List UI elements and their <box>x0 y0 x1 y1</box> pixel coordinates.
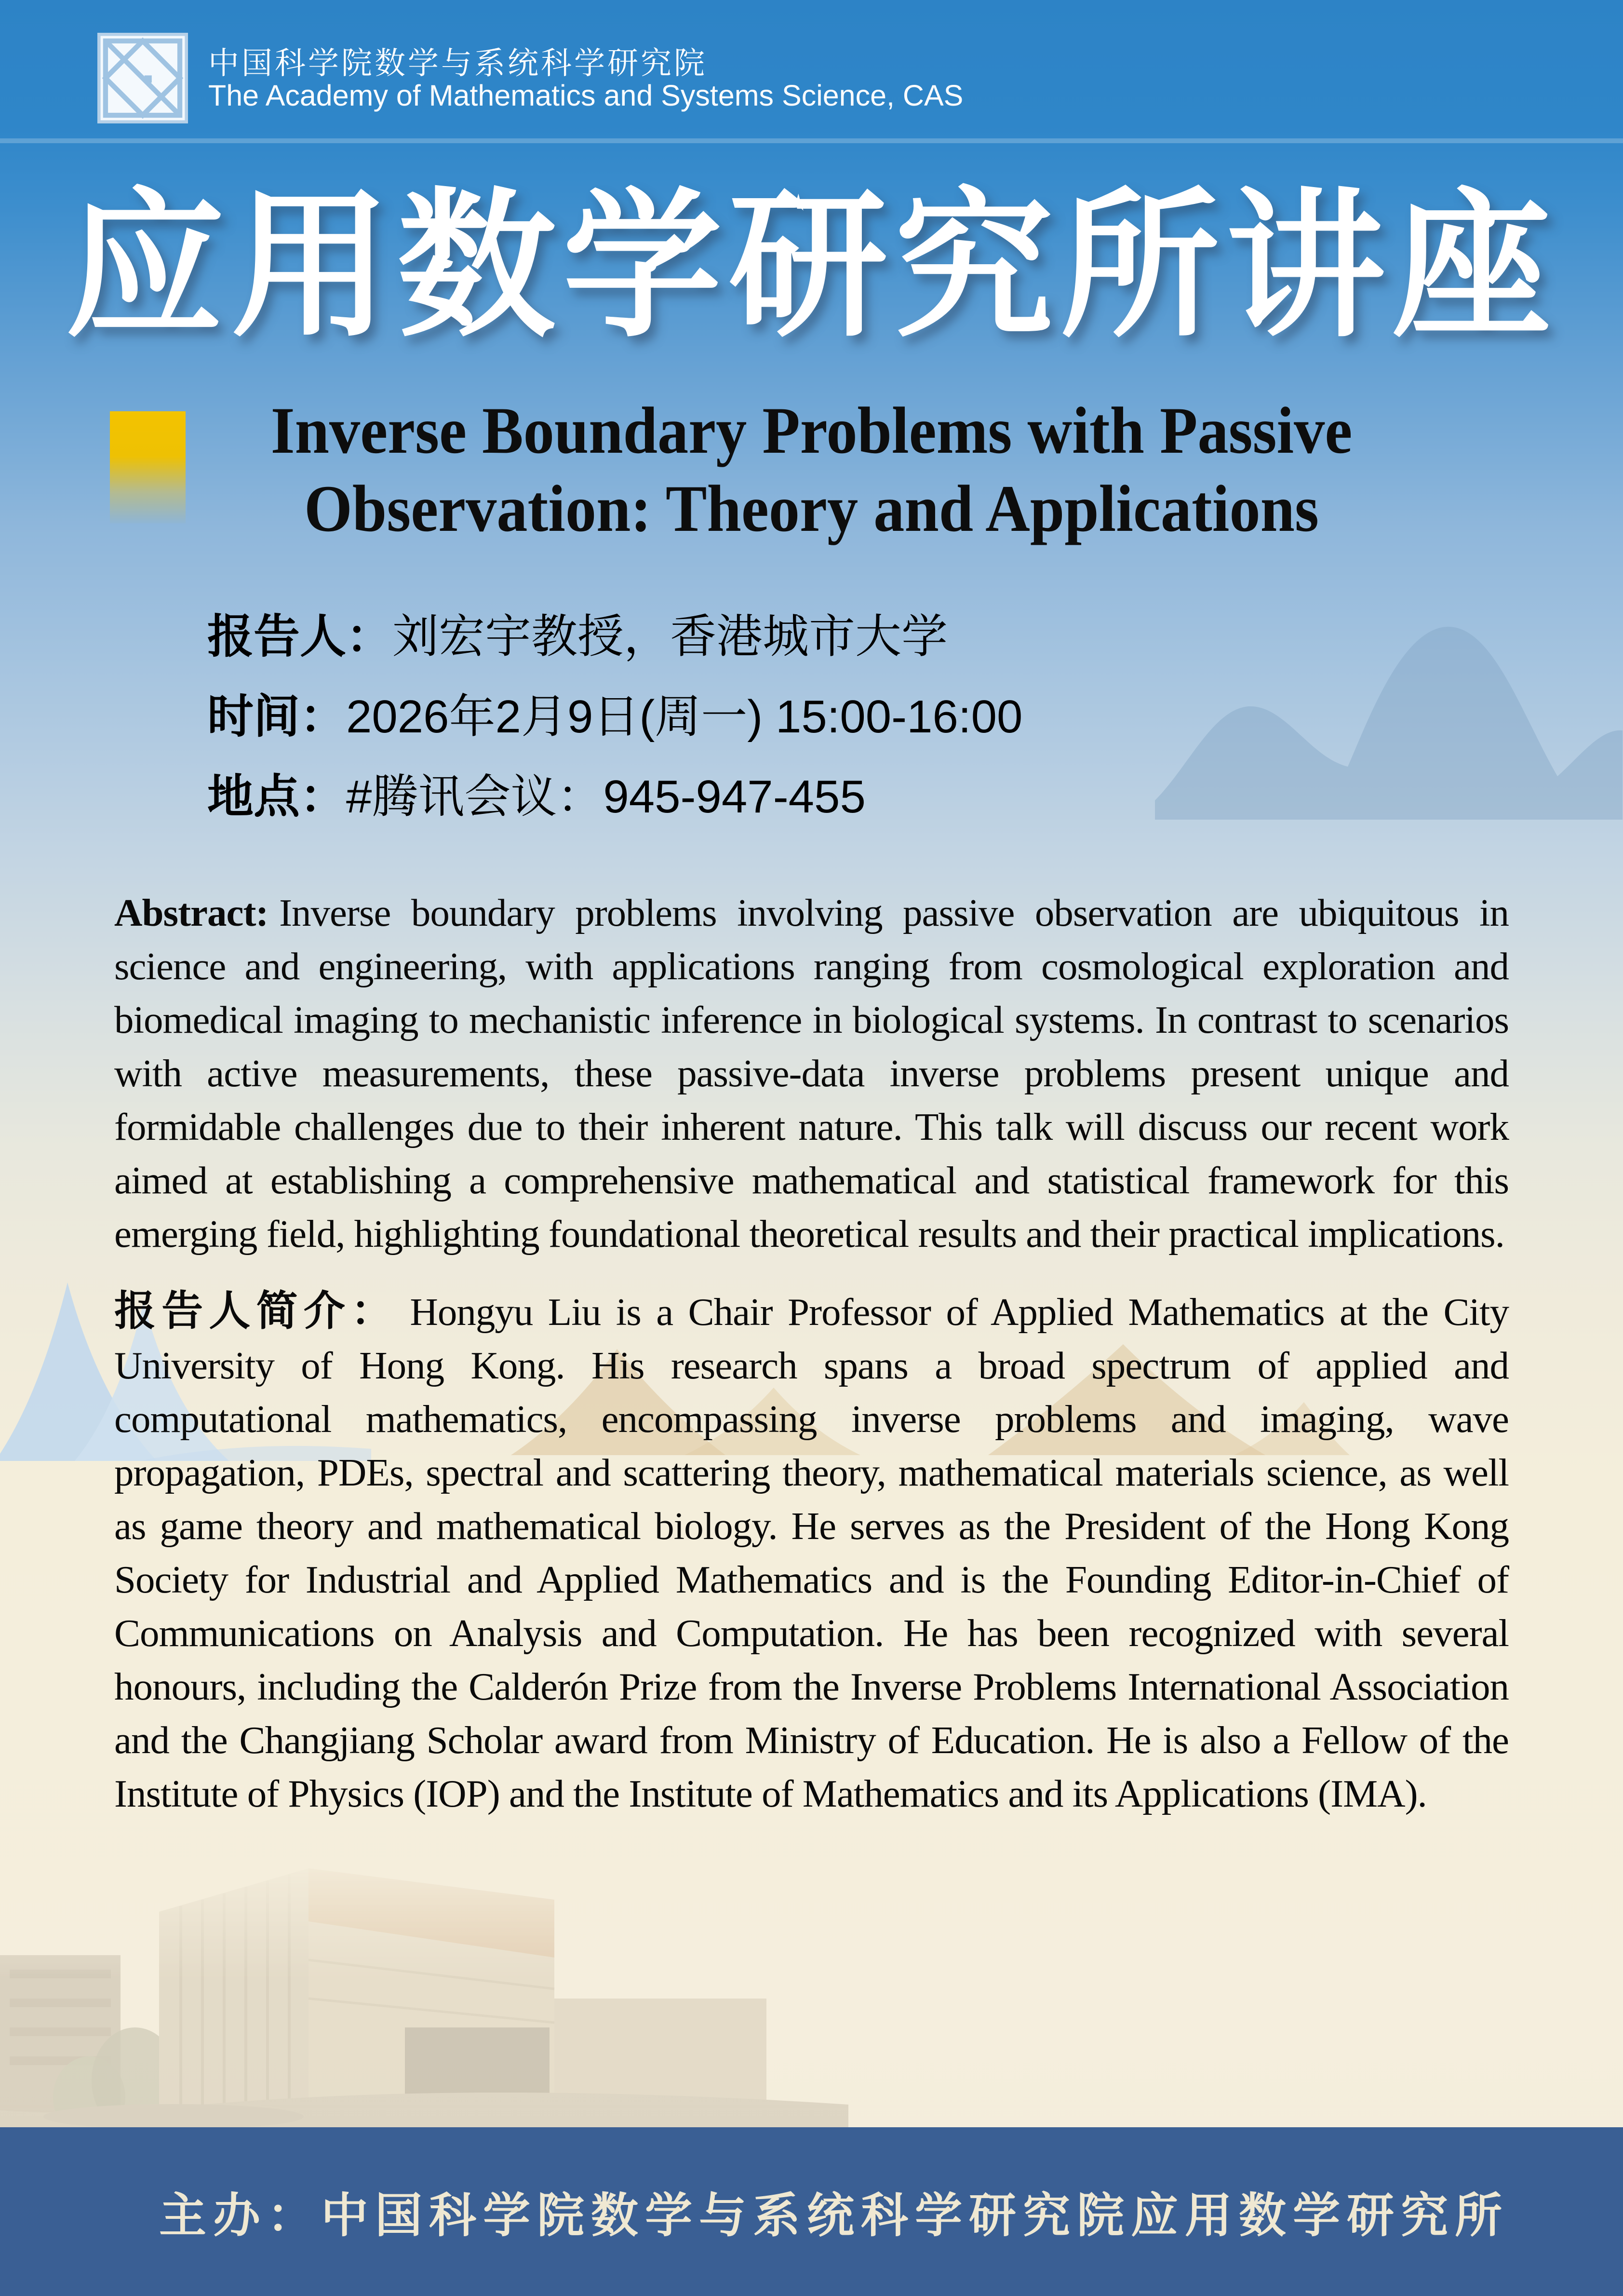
time-value: 2026年2月9日(周一) 15:00-16:00 <box>346 691 1023 743</box>
org-name-zh: 中国科学院数学与系统科学研究院 <box>208 46 707 81</box>
venue-label: 地点： <box>207 771 346 823</box>
bio-paragraph <box>114 1284 1509 1821</box>
talk-title-line-1: Inverse Boundary Problems with Passive <box>270 393 1353 467</box>
event-details <box>207 611 1022 851</box>
talk-title <box>57 392 1566 548</box>
header-divider <box>0 138 1623 143</box>
host-line: 主办：中国科学院数学与系统科学研究院应用数学研究所 <box>159 2188 1509 2242</box>
amss-logo-icon <box>97 33 188 123</box>
time-label: 时间： <box>207 691 346 743</box>
abstract-text: Inverse boundary problems involving passive observation are ubiquitous in science and engineering, with applications ranging from cosmological exploration and biomedical imaging to mechanistic inference in biological systems. In contrast to scenarios with active measurements, these passive-data inverse problems present unique and formidable challenges due to their inherent nature. This talk will discuss our recent work aimed at establishing a comprehensive mathematical and statistical framework for this emerging field, highlighting foundational theoretical results and their practical implications. <box>114 891 1509 1256</box>
abstract-paragraph <box>114 886 1509 1261</box>
time-row <box>207 691 1022 743</box>
body-text <box>114 886 1509 1821</box>
footer-band <box>0 2127 1623 2296</box>
series-title: 应用数学研究所讲座 <box>65 172 1558 359</box>
bio-text: Hongyu Liu is a Chair Professor of Applied Mathematics at the City University of Hong Kong. His research spans a broad spectrum of applied and computational mathematics, encompassing inverse problems and imaging, wave propagation, PDEs, spectral and scattering theory, mathematical materials science, as well as game theory and mathematical biology. He serves as the President of the Hong Kong Society for Industrial and Applied Mathematics and is the Founding Editor-in-Chief of Communications on Analysis and Computation. He has been recognized with several honours, including the Calderón Prize from the Inverse Problems International Association and the Changjiang Scholar award from Ministry of Education. He is also a Fellow of the Institute of Physics (IOP) and the Institute of Mathematics and its Applications (IMA). <box>114 1290 1509 1815</box>
talk-title-line-2: Observation: Theory and Applications <box>304 472 1319 545</box>
venue-value: #腾讯会议：945-947-455 <box>346 771 866 823</box>
venue-row <box>207 771 1022 823</box>
bio-label: 报告人简介： <box>114 1287 399 1335</box>
building-photo <box>0 1854 848 2127</box>
mountains-right-icon <box>1154 550 1623 820</box>
speaker-value: 刘宏宇教授，香港城市大学 <box>392 611 948 662</box>
speaker-row <box>207 611 1022 662</box>
abstract-label: Abstract: <box>114 891 268 934</box>
org-name-en: The Academy of Mathematics and Systems Science, CAS <box>208 79 964 112</box>
speaker-label: 报告人： <box>207 611 392 662</box>
